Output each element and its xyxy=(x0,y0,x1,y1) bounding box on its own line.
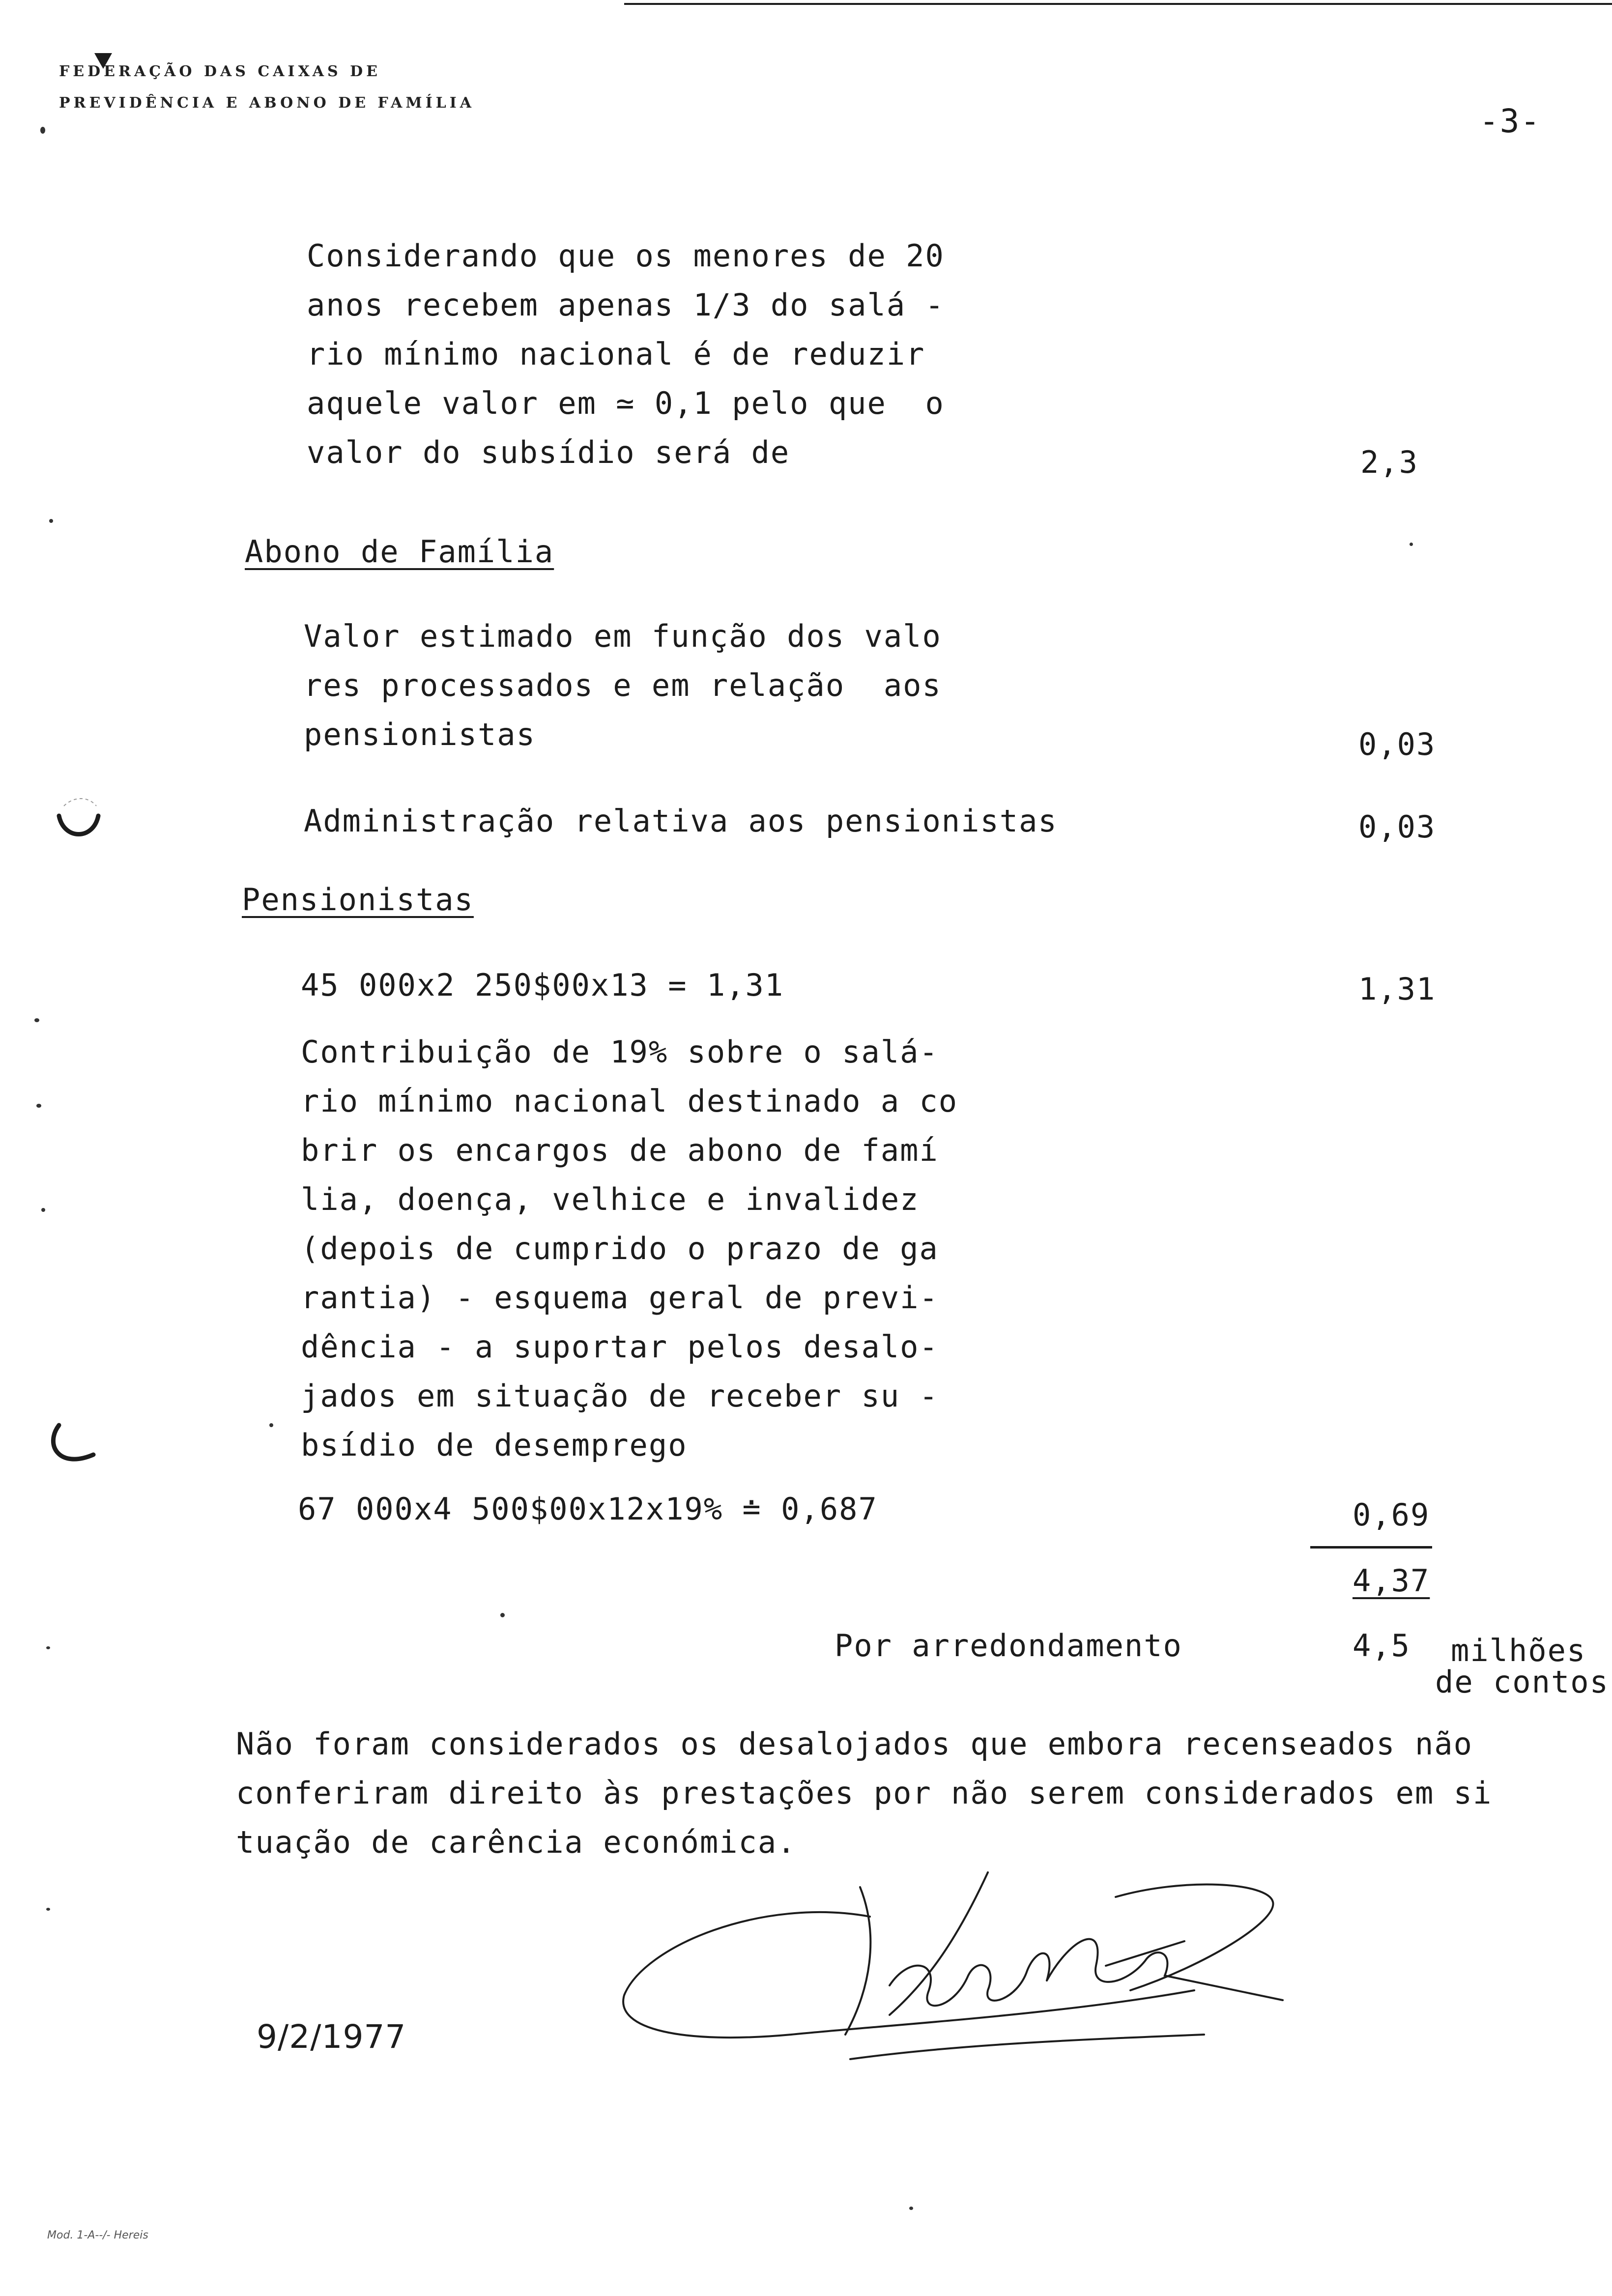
letterhead-line-2: PREVIDÊNCIA E ABONO DE FAMÍLIA xyxy=(59,94,475,112)
contribution-line: lia, doença, velhice e invalidez xyxy=(301,1181,920,1217)
scan-speck xyxy=(36,1104,41,1108)
subsidio-line: valor do subsídio será de xyxy=(307,434,790,470)
abono-line: res processados e em relação aos xyxy=(304,667,942,703)
punch-hole-icon xyxy=(49,786,108,845)
unit-line-2: de contos xyxy=(1435,1664,1609,1700)
rounding-label: Por arredondamento xyxy=(835,1628,1182,1664)
scan-speck xyxy=(46,1646,50,1649)
subsidio-line: aquele valor em ≃ 0,1 pelo que o xyxy=(307,385,945,421)
punch-hole-icon xyxy=(44,1415,103,1474)
contribution-line: rantia) - esquema geral de previ- xyxy=(301,1280,939,1316)
scan-speck xyxy=(49,519,53,523)
letterhead-line-1: FEDERAÇÃO DAS CAIXAS DE xyxy=(59,63,381,80)
note-line: conferiram direito às prestações por não serem considerados em si xyxy=(236,1775,1493,1811)
pensionistas-heading: Pensionistas xyxy=(242,882,474,918)
subsidio-line: anos recebem apenas 1/3 do salá - xyxy=(307,287,945,323)
pensionistas-formula: 45 000x2 250$00x13 = 1,31 xyxy=(301,967,784,1003)
total-value: 4,37 xyxy=(1353,1563,1430,1599)
note-line: tuação de carência económica. xyxy=(236,1824,797,1860)
note-line: Não foram considerados os desalojados que embora recenseados não xyxy=(236,1726,1473,1762)
scan-speck xyxy=(40,127,45,134)
pensionistas-formula-2: 67 000x4 500$00x12x19% ≐ 0,687 xyxy=(298,1491,878,1527)
scan-speck xyxy=(41,1208,45,1212)
admin-label: Administração relativa aos pensionistas xyxy=(304,803,1058,839)
sum-line xyxy=(1310,1546,1432,1549)
scan-speck xyxy=(1410,543,1413,546)
abono-heading: Abono de Família xyxy=(245,534,554,570)
contribution-line: dência - a suportar pelos desalo- xyxy=(301,1329,939,1365)
page-number: -3- xyxy=(1479,102,1541,140)
scan-speck xyxy=(46,1908,50,1911)
contribution-line: bsídio de desemprego xyxy=(301,1427,688,1463)
subsidio-line: Considerando que os menores de 20 xyxy=(307,238,945,274)
top-border-line xyxy=(624,3,1612,5)
unit-line-1: milhões xyxy=(1451,1633,1586,1668)
contribution-line: (depois de cumprido o prazo de ga xyxy=(301,1231,939,1266)
abono-value: 0,03 xyxy=(1358,726,1436,762)
scan-speck xyxy=(500,1613,505,1617)
contribution-line: Contribuição de 19% sobre o salá- xyxy=(301,1034,939,1070)
subsidio-value: 2,3 xyxy=(1360,444,1418,480)
pensionistas-formula-2-value: 0,69 xyxy=(1353,1497,1430,1533)
admin-value: 0,03 xyxy=(1358,809,1436,845)
abono-line: pensionistas xyxy=(304,717,536,752)
document-date: 9/2/1977 xyxy=(257,2018,406,2056)
rounded-value: 4,5 xyxy=(1353,1628,1410,1664)
signature xyxy=(614,1867,1312,2094)
scan-speck xyxy=(269,1423,273,1427)
scan-speck xyxy=(34,1018,39,1022)
abono-line: Valor estimado em função dos valo xyxy=(304,618,942,654)
pensionistas-formula-value: 1,31 xyxy=(1358,971,1436,1007)
subsidio-line: rio mínimo nacional é de reduzir xyxy=(307,336,925,372)
contribution-line: rio mínimo nacional destinado a co xyxy=(301,1083,958,1119)
contribution-line: brir os encargos de abono de famí xyxy=(301,1132,939,1168)
footer-form-code: Mod. 1-A--/- Hereis xyxy=(47,2229,148,2241)
contribution-line: jados em situação de receber su - xyxy=(301,1378,939,1414)
scan-speck xyxy=(909,2207,913,2210)
